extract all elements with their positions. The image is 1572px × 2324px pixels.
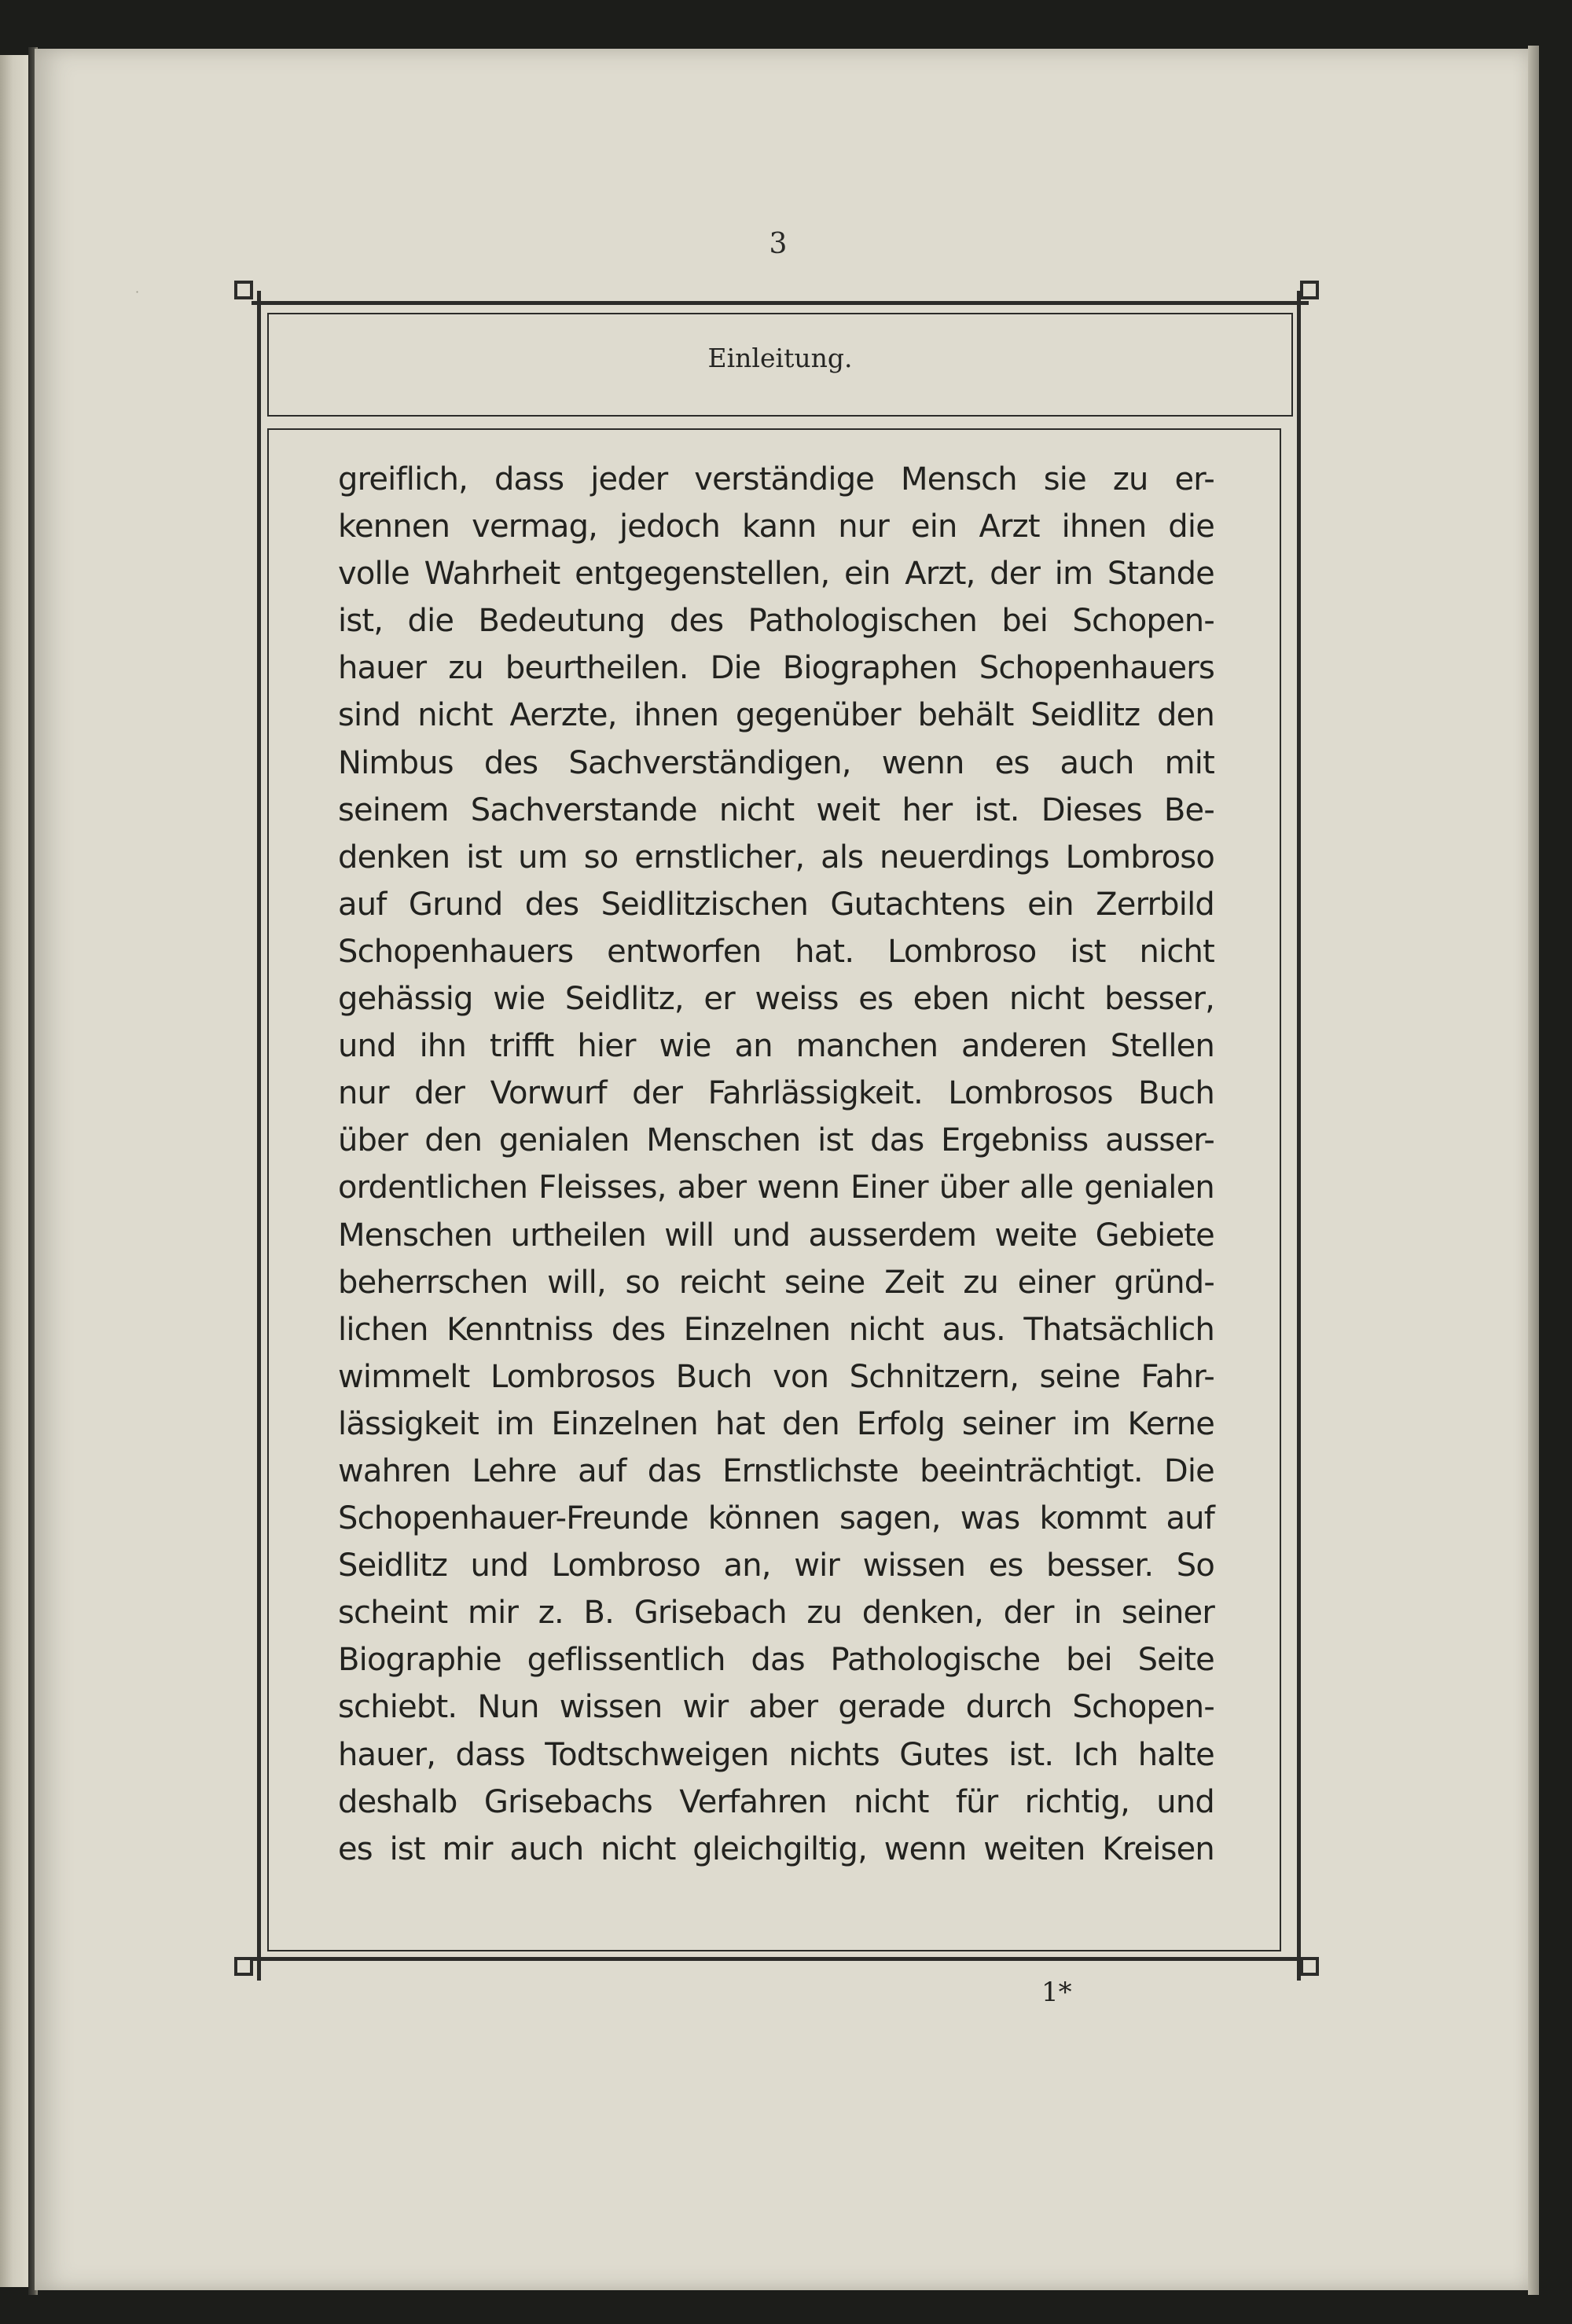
text-line: Seidlitz und Lombroso an, wir wissen es besser. So [338, 1547, 1214, 1584]
body-text [338, 456, 1214, 1873]
paper-speck: · [135, 285, 140, 299]
text-line: sind nicht Aerzte, ihnen gegenüber behält Seidlitz den [338, 697, 1214, 734]
text-line: seinem Sachverstande nicht weit her ist. Dieses Be- [338, 791, 1214, 828]
text-line: nur der Vorwurf der Fahrlässigkeit. Lombrosos Buch [338, 1075, 1214, 1112]
frame-corner-bottom-right [1300, 1957, 1319, 1976]
text-line: ordentlichen Fleisses, aber wenn Einer über alle genialen [338, 1169, 1214, 1206]
frame-corner-top-right [1300, 281, 1319, 299]
text-line: Menschen urtheilen will und ausserdem weite Gebiete [338, 1217, 1214, 1254]
signature-mark: 1* [1041, 1977, 1072, 2008]
running-header-title: Einleitung. [707, 343, 853, 373]
text-line: lichen Kenntniss des Einzelnen nicht aus. Thatsächlich [338, 1311, 1214, 1348]
text-line: wimmelt Lombrosos Buch von Schnitzern, seine Fahr- [338, 1358, 1214, 1395]
text-line: schiebt. Nun wissen wir aber gerade durch Schopen- [338, 1689, 1214, 1726]
text-line: denken ist um so ernstlicher, als neuerdings Lombroso [338, 839, 1214, 876]
text-line: Schopenhauers entworfen hat. Lombroso ist nicht [338, 933, 1214, 970]
frame-right-rule [1297, 291, 1301, 1981]
frame-corner-top-left [234, 281, 253, 299]
text-line: Biographie geflissentlich das Pathologische bei Seite [338, 1642, 1214, 1679]
text-line: und ihn trifft hier wie an manchen anderen Stellen [338, 1028, 1214, 1065]
text-line: wahren Lehre auf das Ernstlichste beeinträchtigt. Die [338, 1452, 1214, 1489]
frame-corner-bottom-left [234, 1957, 253, 1976]
text-line: beherrschen will, so reicht seine Zeit zu einer gründ- [338, 1264, 1214, 1301]
text-line: auf Grund des Seidlitzischen Gutachtens ein Zerrbild [338, 886, 1214, 923]
text-line: ist, die Bedeutung des Pathologischen bei Schopen- [338, 603, 1214, 640]
page-fore-edge [1528, 46, 1539, 2295]
text-line: hauer, dass Todtschweigen nichts Gutes ist. Ich halte [338, 1736, 1214, 1773]
facing-page-edge [0, 55, 28, 2287]
text-line: kennen vermag, jedoch kann nur ein Arzt ihnen die [338, 508, 1214, 545]
text-line: Schopenhauer-Freunde können sagen, was kommt auf [338, 1500, 1214, 1537]
text-line: scheint mir z. B. Grisebach zu denken, der in seiner [338, 1595, 1214, 1632]
frame-bottom-rule [252, 1957, 1309, 1961]
page-number: 3 [769, 228, 788, 260]
text-line: greiflich, dass jeder verständige Mensch sie zu er- [338, 461, 1214, 497]
text-line: es ist mir auch nicht gleichgiltig, wenn weiten Kreisen [338, 1830, 1214, 1867]
frame-left-rule [257, 291, 261, 1981]
text-line: deshalb Grisebachs Verfahren nicht für richtig, und [338, 1783, 1214, 1820]
text-line: hauer zu beurtheilen. Die Biographen Schopenhauers [338, 650, 1214, 687]
frame-top-rule [252, 301, 1309, 305]
text-line: Nimbus des Sachverständigen, wenn es auch mit [338, 744, 1214, 781]
text-line: über den genialen Menschen ist das Ergebniss ausser- [338, 1122, 1214, 1159]
text-line: gehässig wie Seidlitz, er weiss es eben nicht besser, [338, 981, 1214, 1018]
text-line: volle Wahrheit entgegenstellen, ein Arzt, der im Stande [338, 556, 1214, 593]
text-line: lässigkeit im Einzelnen hat den Erfolg seiner im Kerne [338, 1405, 1214, 1442]
